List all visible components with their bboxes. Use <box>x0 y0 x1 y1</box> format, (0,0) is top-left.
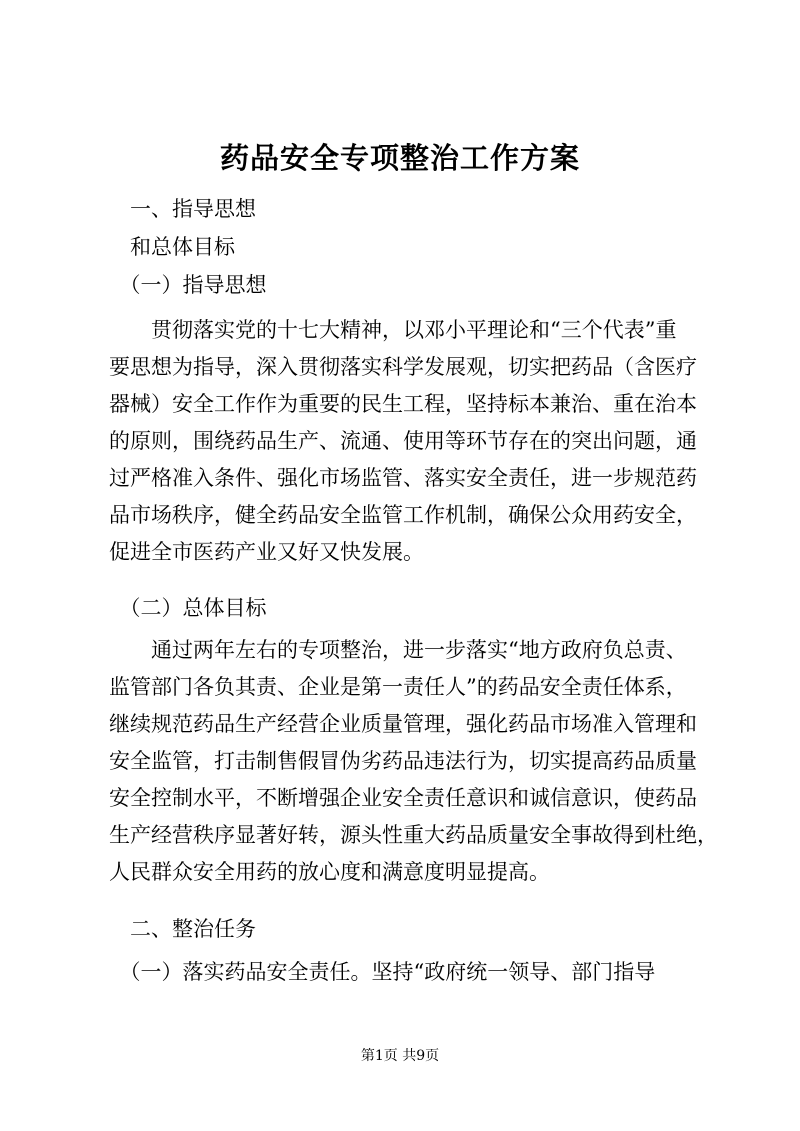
document-title: 药品安全专项整治工作方案 <box>219 141 580 175</box>
paragraph-line: 的原则，围绕药品生产、流通、使用等环节存在的突出问题，通 <box>109 429 697 453</box>
paragraph-line: 安全控制水平，不断增强企业安全责任意识和诚信意识，使药品 <box>109 786 697 810</box>
page-footer: 第1页 共9页 <box>360 1048 440 1064</box>
paragraph-line: 贯彻落实党的十七大精神，以邓小平理论和“三个代表”重 <box>109 318 677 342</box>
section-heading: 二、整治任务 <box>109 917 256 941</box>
paragraph-line: 品市场秩序，健全药品安全监管工作机制，确保公众用药安全， <box>109 503 697 527</box>
section-heading: 一、指导思想 <box>109 197 256 221</box>
paragraph-line: 促进全市医药产业又好又快发展。 <box>109 540 424 564</box>
subsection-heading: （二）总体目标 <box>109 596 267 620</box>
paragraph-line: 器械）安全工作作为重要的民生工程，坚持标本兼治、重在治本 <box>109 392 697 416</box>
section-heading-continued: 和总体目标 <box>109 235 235 259</box>
paragraph-line: 要思想为指导，深入贯彻落实科学发展观，切实把药品（含医疗 <box>109 355 697 379</box>
paragraph-line: 监管部门各负其责、企业是第一责任人”的药品安全责任体系， <box>109 675 687 699</box>
paragraph-line: 继续规范药品生产经营企业质量管理，强化药品市场准入管理和 <box>109 712 697 736</box>
paragraph-line: 生产经营秩序显著好转，源头性重大药品质量安全事故得到杜绝， <box>109 823 718 847</box>
paragraph-line: 人民群众安全用药的放心度和满意度明显提高。 <box>109 860 550 884</box>
paragraph-line: （一）落实药品安全责任。坚持“政府统一领导、部门指导 <box>109 960 656 984</box>
paragraph-line: 安全监管，打击制售假冒伪劣药品违法行为，切实提高药品质量 <box>109 749 697 773</box>
subsection-heading: （一）指导思想 <box>109 273 267 297</box>
paragraph-line: 过严格准入条件、强化市场监管、落实安全责任，进一步规范药 <box>109 466 697 490</box>
paragraph-line: 通过两年左右的专项整治，进一步落实“地方政府负总责、 <box>109 638 687 662</box>
